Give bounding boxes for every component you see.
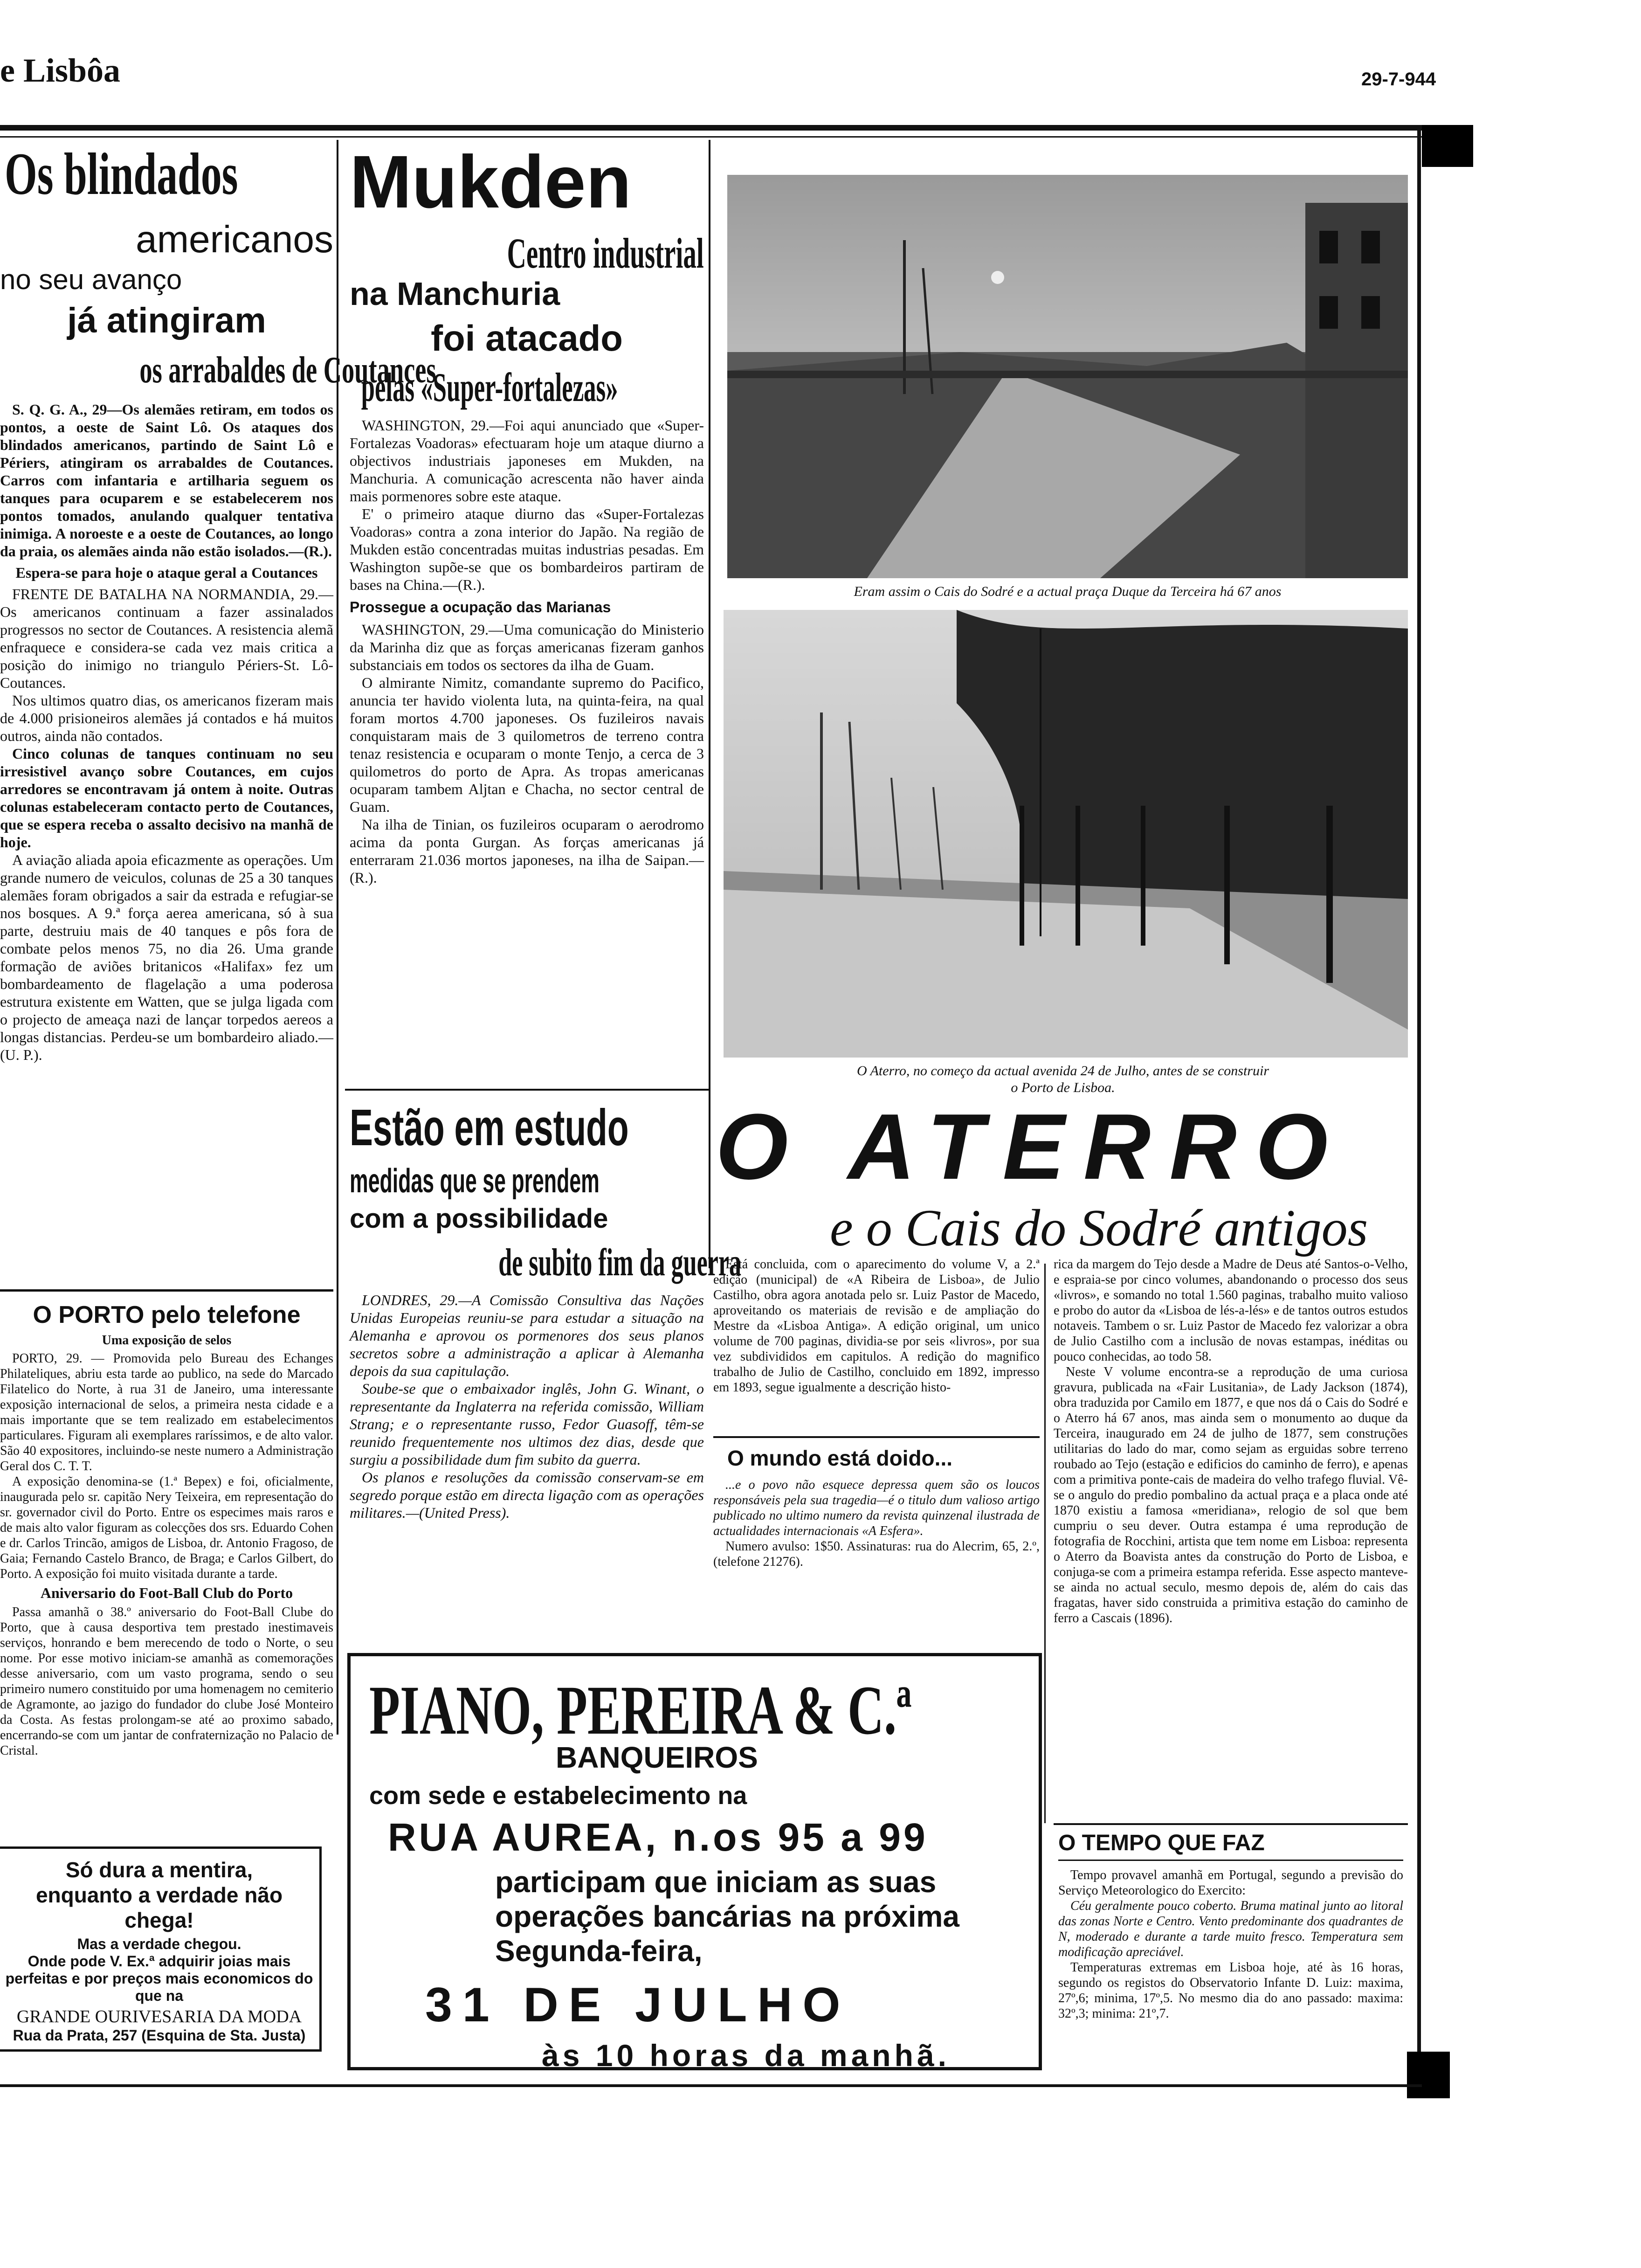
estudo-article <box>350 1098 741 1521</box>
estudo-p3: Os planos e resoluções da comissão conservam-se em segredo porque estão em directa ligação com as operações militares.—(United Press). <box>350 1469 704 1521</box>
black-block-top <box>1422 125 1473 167</box>
tempo-body <box>1058 1867 1403 2021</box>
ad-piano-line2: BANQUEIROS <box>556 1741 758 1774</box>
porto-body <box>0 1333 333 1758</box>
aterro-col-1 <box>713 1257 1040 1395</box>
ad-moda-line5: GRANDE OURIVESARIA DA MODA <box>16 2007 302 2026</box>
tempo-article <box>1058 1830 1403 2021</box>
aterro-c3: Neste V volume encontra-se a reprodução de uma curiosa gravura, publicada na «Fair Lusitania», de Lady Jackson (1874), obra traduzida por Camilo em 1877, e que nos dá o Cais do Sodré e o Aterro há 67 anos, mas ainda sem o monumento ao duque da Terceira, inaugurado em 24 de julho de 1877, sem construções utilitarias do lado do mar, como sejam as erguidas sobre terreno roubado ao Tejo (estação e edificios do caminho de ferro), e apenas com a primitiva ponte-cais de madeira do velho trafego fluvial. Vê-se o angulo do predio pombalino da actual praça e a placa onde até 1870 existiu a famosa «meridiana», relogio de sol que bem cumpriu o seu dever. Outra estampa é uma reprodução de fotografia de Rocchini, artista que tem nome em Lisboa: representa o Aterro da Boavista antes da construção do Porto de Lisboa, e conjuga-se com a primeira estampa referida. Esse aspecto manteve-se ainda no actual seculo, mesmo depois de, além do cais das fragatas, haver sido construida a primitiva estação do caminho de ferro a Cascais (1896). <box>1054 1365 1408 1625</box>
top-rule <box>0 125 1422 131</box>
porto-subhead: Uma exposição de selos <box>102 1333 232 1348</box>
aterro-photo-image <box>724 610 1408 1058</box>
blindados-deck-4: os arrabaldes de Coutances <box>139 350 436 391</box>
ad-piano-line7: Segunda-feira, <box>495 1934 703 1968</box>
ad-piano-line1: PIANO, PEREIRA & C.ª <box>369 1672 912 1749</box>
mukden-article <box>350 140 704 886</box>
estudo-headline: Estão em estudo <box>350 1099 629 1156</box>
mukden-deck-4: pelas «Super-fortalezas» <box>361 365 618 410</box>
column-rule-3 <box>1044 1264 1046 1823</box>
mundo-p2: Numero avulso: 1$50. Assinaturas: rua do Alecrim, 65, 2.º, (telefone 21276). <box>713 1539 1040 1569</box>
tempo-p3: Temperaturas extremas em Lisboa hoje, até às 16 horas, segundo os registos do Observatorio Infante D. Luiz: maxima, 27º,6; minima, 17º,5. No mesmo dia do ano passado: maxima: 32º,3; minima: 21º,7. <box>1058 1960 1403 2021</box>
blindados-p4: A aviação aliada apoia eficazmente as operações. Um grande numero de veiculos, colunas de 25 a 30 tanques alemães foram obrigados a sair da estrada e refugiar-se nos bosques. A 9.ª força aerea americana, só à sua parte, destruiu mais de 40 tanques e pôs fora de combate pelos menos 75, no dia 26. Uma grande formação de aviões britanicos «Halifax» fez um bombardeamento de flagelação a uma poderosa estrutura existente em Watten, que se julga ligada com o projecto de ameaça nazi de lançar torpedos aereos a longas distancias. Perdeu-se um bombardeiro aliado.—(U. P.). <box>0 851 333 1063</box>
mukden-deck-1-wrap <box>350 228 704 275</box>
blindados-deck-1: americanos <box>136 218 333 261</box>
blindados-deck-2: no seu avanço <box>0 264 182 295</box>
blindados-p1: FRENTE DE BATALHA NA NORMANDIA, 29.—Os americanos continuam a fazer assinalados progressos no sector de Coutances. A resistencia alemã enfraquece e considera-se cada vez mais critica a posição do inimigo no triangulo Périers-St. Lô-Coutances. <box>0 586 333 691</box>
estudo-body <box>350 1291 704 1521</box>
porto-p1: PORTO, 29. — Promovida pelo Bureau des Echanges Philateliques, abriu esta tarde ao publico, na sede do Marcado Filatelico do Norte, à rua 31 de Janeiro, uma interessante exposição internacional de selos, a primeira nesta cidade e a mais importante que se tem realizado em estabelecimentos particulares. Figuram ali exemplares raríssimos, e de alto valor. São 40 expositores, incluindo-se neste numero a Administração Geral dos C. T. T. <box>0 1351 333 1473</box>
tempo-p2: Céu geralmente pouco coberto. Bruma matinal junto ao litoral das zonas Norte e Centro. Vento predominante dos quadrantes de N, moderado e durante a tarde muito fresco. Temperatura sem modificação apreciável. <box>1058 1899 1403 1959</box>
issue-date: 29-7-944 <box>1361 69 1436 90</box>
mukden-deck-1: Centro industrial <box>507 229 704 277</box>
top-rule-thin <box>0 136 1422 138</box>
caption-photo-2-line2: o Porto de Lisboa. <box>1011 1080 1115 1095</box>
blindados-p2: Nos ultimos quatro dias, os americanos fizeram mais de 4.000 prisioneiros alemães já contados e há muitos outros, ainda não contados. <box>0 692 333 744</box>
black-block-bottom <box>1407 2052 1450 2098</box>
mundo-article <box>713 1445 1040 1570</box>
ad-moda-line6: Rua da Prata, 257 (Esquina de Sta. Justa) <box>13 2027 306 2044</box>
tempo-title-underline <box>1058 1860 1403 1861</box>
mundo-body <box>713 1477 1040 1570</box>
mundo-top-rule <box>713 1436 1040 1438</box>
aterro-photograph <box>724 610 1408 1058</box>
estudo-deck-3-wrap <box>350 1240 741 1285</box>
estudo-deck-3: de subito fim da guerra <box>498 1241 741 1284</box>
mukden-deck-4-wrap <box>350 364 704 413</box>
mukden-p4: O almirante Nimitz, comandante supremo do Pacifico, anuncia ter havido violenta luta, na quinta-feira, na qual foram mortos 4.700 japoneses. Os fuzileiros navais conquistaram mais de 3 quilometros de terreno contra tenaz resistencia e ocuparam o monte Tenjo, a cerca de 3 quilometros do porto de Apra. As tropas americanas ocuparam tambem Aljtan e Chacha, no sector central de Guam. <box>350 674 704 815</box>
mukden-p2: E' o primeiro ataque diurno das «Super-Fortalezas Voadoras» contra a zona interior do Japão. Na região de Mukden estão concentradas muitas industrias pesadas. Em Washington supõe-se que os bombardeiros partiram de bases na China.—(R.). <box>350 505 704 593</box>
bottom-rule <box>0 2084 1422 2087</box>
engraving-image <box>727 175 1408 578</box>
ad-moda-line1: Só dura a mentira, <box>65 1858 253 1882</box>
mukden-p5: Na ilha de Tinian, os fuzileiros ocuparam o aerodromo acima da ponta Gurgan. As forças americanas já enterraram 21.036 mortos japoneses, na ilha de Saipan.—(R.). <box>350 816 704 886</box>
piano-pereira-ad <box>347 1653 1042 2073</box>
porto-title: O PORTO pelo telefone <box>33 1301 301 1328</box>
ad-piano-line8: 31 DE JULHO <box>425 1978 851 2032</box>
column-rule-2 <box>709 140 710 1268</box>
right-vertical-rule <box>1417 125 1421 2093</box>
blindados-p3: Cinco colunas de tanques continuam no seu irresistivel avanço sobre Coutances, em cujos arredores se encontravam já ontem à noite. Outras colunas estabeleceram contacto perto de Coutances, que se espera receba o assalto decisivo na manhã de hoje. <box>0 745 333 850</box>
estudo-deck-2: com a possibilidade <box>350 1203 608 1234</box>
mukden-headline: Mukden <box>350 140 632 223</box>
blindados-body <box>0 401 333 1064</box>
caption-photo-2-line1: O Aterro, no começo da actual avenida 24 de Julho, antes de se construir <box>856 1063 1269 1079</box>
estudo-p1: LONDRES, 29.—A Comissão Consultiva das Nações Unidas Europeias reuniu-se para estudar a situação na Alemanha e aprovou os pormenores dos seus planos secretos sobre a administração a aplicar à Alemanha depois da sua capitulação. <box>350 1292 704 1379</box>
mukden-deck-2: na Manchuria <box>350 276 560 312</box>
cais-do-sodre-engraving <box>727 175 1408 578</box>
aterro-col-2 <box>1054 1257 1408 1626</box>
masthead: e Lisbôa <box>0 52 121 89</box>
aterro-p1: Está concluida, com o aparecimento do volume V, a 2.ª edição (municipal) de «A Ribeira de Lisboa», de Julio Castilho, obra agora anotada pelo sr. Luiz Pastor de Macedo, aproveitando os materiais de revisão e de ampliação do Mestre da «Lisboa Antiga». A edição original, um unico volume de 700 paginas, dividia-se por seis «livros», por sua vez subdivididos em capitulos. A redição do magnifico trabalho de Julio de Castilho, concluido em 1892, impresso em 1893, segue igualmente a descrição histo- <box>713 1257 1040 1395</box>
aterro-deck: e o Cais do Sodré antigos <box>830 1199 1368 1257</box>
ad-piano-l1-wrap <box>369 1670 1029 1749</box>
estudo-p2: Soube-se que o embaixador inglês, John G. Winant, o representante da Inglaterra na referida comissão, William Strang; e o representante russo, Fedor Guasoff, têm-se reunido frequentemente nos ultimos dez dias, desde que surgiu a possibilidade dum fim subito da guerra. <box>350 1380 704 1468</box>
ad-piano-line5: participam que iniciam as suas <box>495 1865 937 1899</box>
ad-moda-line3: Mas a verdade chegou. <box>77 1936 241 1952</box>
ad-piano-line6: operações bancárias na próxima <box>495 1900 959 1933</box>
estudo-top-rule <box>345 1089 709 1091</box>
ad-moda-line4: Onde pode V. Ex.ª adquirir joias mais perfeitas e por preços mais economicos do que na <box>5 1953 313 2004</box>
porto-subhead-2: Aniversario do Foot-Ball Club do Porto <box>40 1584 293 1601</box>
blindados-subhead: Espera-se para hoje o ataque geral a Coutances <box>15 564 318 581</box>
porto-article <box>0 1301 333 1758</box>
aterro-headline: O ATERRO <box>716 1095 1347 1199</box>
mundo-p1: ...e o povo não esquece depressa quem são os loucos responsáveis pela sua tragedia—é o titulo dum valioso artigo publicado no ultimo numero da revista quinzenal ilustrada de actualidades internacionais «A Esfera». <box>713 1478 1040 1538</box>
mukden-body <box>350 416 704 886</box>
mukden-subhead: Prossegue a ocupação das Marianas <box>350 599 611 615</box>
mukden-p3: WASHINGTON, 29.—Uma comunicação do Ministerio da Marinha diz que as forças americanas fizeram ganhos substanciais em todos os sectores da ilha de Guam. <box>350 621 704 673</box>
estudo-deck-1: medidas que se prendem <box>350 1162 600 1200</box>
blindados-deck-3: já atingiram <box>67 301 266 340</box>
ad-piano-line9: às 10 horas da manhã. <box>542 2038 950 2073</box>
caption-photo-1: Eram assim o Cais do Sodré e a actual praça Duque da Terceira há 67 anos <box>854 584 1282 599</box>
ourivesaria-ad <box>0 1846 322 2052</box>
blindados-headline: Os blindados <box>5 141 238 207</box>
porto-p3: Passa amanhã o 38.º aniversario do Foot-Ball Clube do Porto, que à causa desportiva tem prestado inestimaveis serviços, honrando e bem merecendo de todo o Norte, o seu nome. Por esse motivo iniciam-se amanhã as comemorações desse aniversario, com um vasto programa, sendo o seu primeiro numero constituido por uma homenagem no cemiterio de Agramonte, ao jazigo do fundador do clube José Monteiro da Costa. As festas prolongam-se até ao proximo sabado, encerrando-se com um jantar de confraternização no Palacio de Cristal. <box>0 1605 333 1758</box>
ad-moda-line2: enquanto a verdade não chega! <box>35 1883 283 1932</box>
ad-piano-line3: com sede e estabelecimento na <box>369 1782 747 1810</box>
tempo-title: O TEMPO QUE FAZ <box>1058 1831 1265 1855</box>
mundo-title: O mundo está doido... <box>727 1446 952 1470</box>
ad-piano-line4: RUA AUREA, n.os 95 a 99 <box>388 1815 928 1859</box>
mukden-p1: WASHINGTON, 29.—Foi aqui anunciado que «Super-Fortalezas Voadoras» efectuaram hoje um ataque diurno a objectivos industriais japoneses em Mukden, na Manchuria. A comunicação acrescenta não haver ainda mais pormenores sobre este ataque. <box>350 417 704 505</box>
tempo-top-rule <box>1054 1823 1408 1825</box>
tempo-p1: Tempo provavel amanhã em Portugal, segundo a previsão do Serviço Meteorologico do Exercito: <box>1058 1868 1403 1898</box>
blindados-lead: S. Q. G. A., 29—Os alemães retiram, em todos os pontos, a oeste de Saint Lô. Os ataques dos blindados americanos, partindo de Saint Lô e Périers, atingiram os arrabaldes de Coutances. Carros com infantaria e artilharia seguem os tanques para ocuparem e se estabelecerem nos pontos tomados, anulando qualquer tentativa inimiga. A noroeste e a oeste de Coutances, ao longo da praia, os alemães ainda não estão isolados.—(R.). <box>0 401 333 560</box>
aterro-c2: rica da margem do Tejo desde a Madre de Deus até Santos-o-Velho, e espraia-se por cinco volumes, abandonando o processo dos seus «livros», e somando no total 1.560 paginas, trabalho muito valioso e probo do autor da «Lisboa de lés-a-lés» e de tantos outros estudos notaveis. Tambem o sr. Luiz Pastor de Macedo fez valorizar a obra de Julio Castilho com a inclusão de novas estampas, inéditas ou pouco conhecidas, ao todo 58. <box>1054 1257 1408 1364</box>
mukden-deck-3: foi atacado <box>431 318 623 359</box>
porto-top-rule <box>0 1289 333 1292</box>
blindados-deck-4-wrap <box>0 349 436 396</box>
blindados-article <box>0 140 436 1064</box>
porto-p2: A exposição denomina-se (1.ª Bepex) e foi, oficialmente, inaugurada pelo sr. capitão Nery Teixeira, em representação do sr. governador civil do Porto. Entre os especimes mais raros e de mais alto valor figuram as colecções dos srs. Eduardo Cohen e dr. Carlos Trincão, amigos de Lisboa, dr. Antonio Fragoso, de Gaia; Fernando Castelo Branco, de Braga; e Carlos Gilbert, do Porto. A exposição foi muito visitada durante a tarde. <box>0 1474 333 1581</box>
